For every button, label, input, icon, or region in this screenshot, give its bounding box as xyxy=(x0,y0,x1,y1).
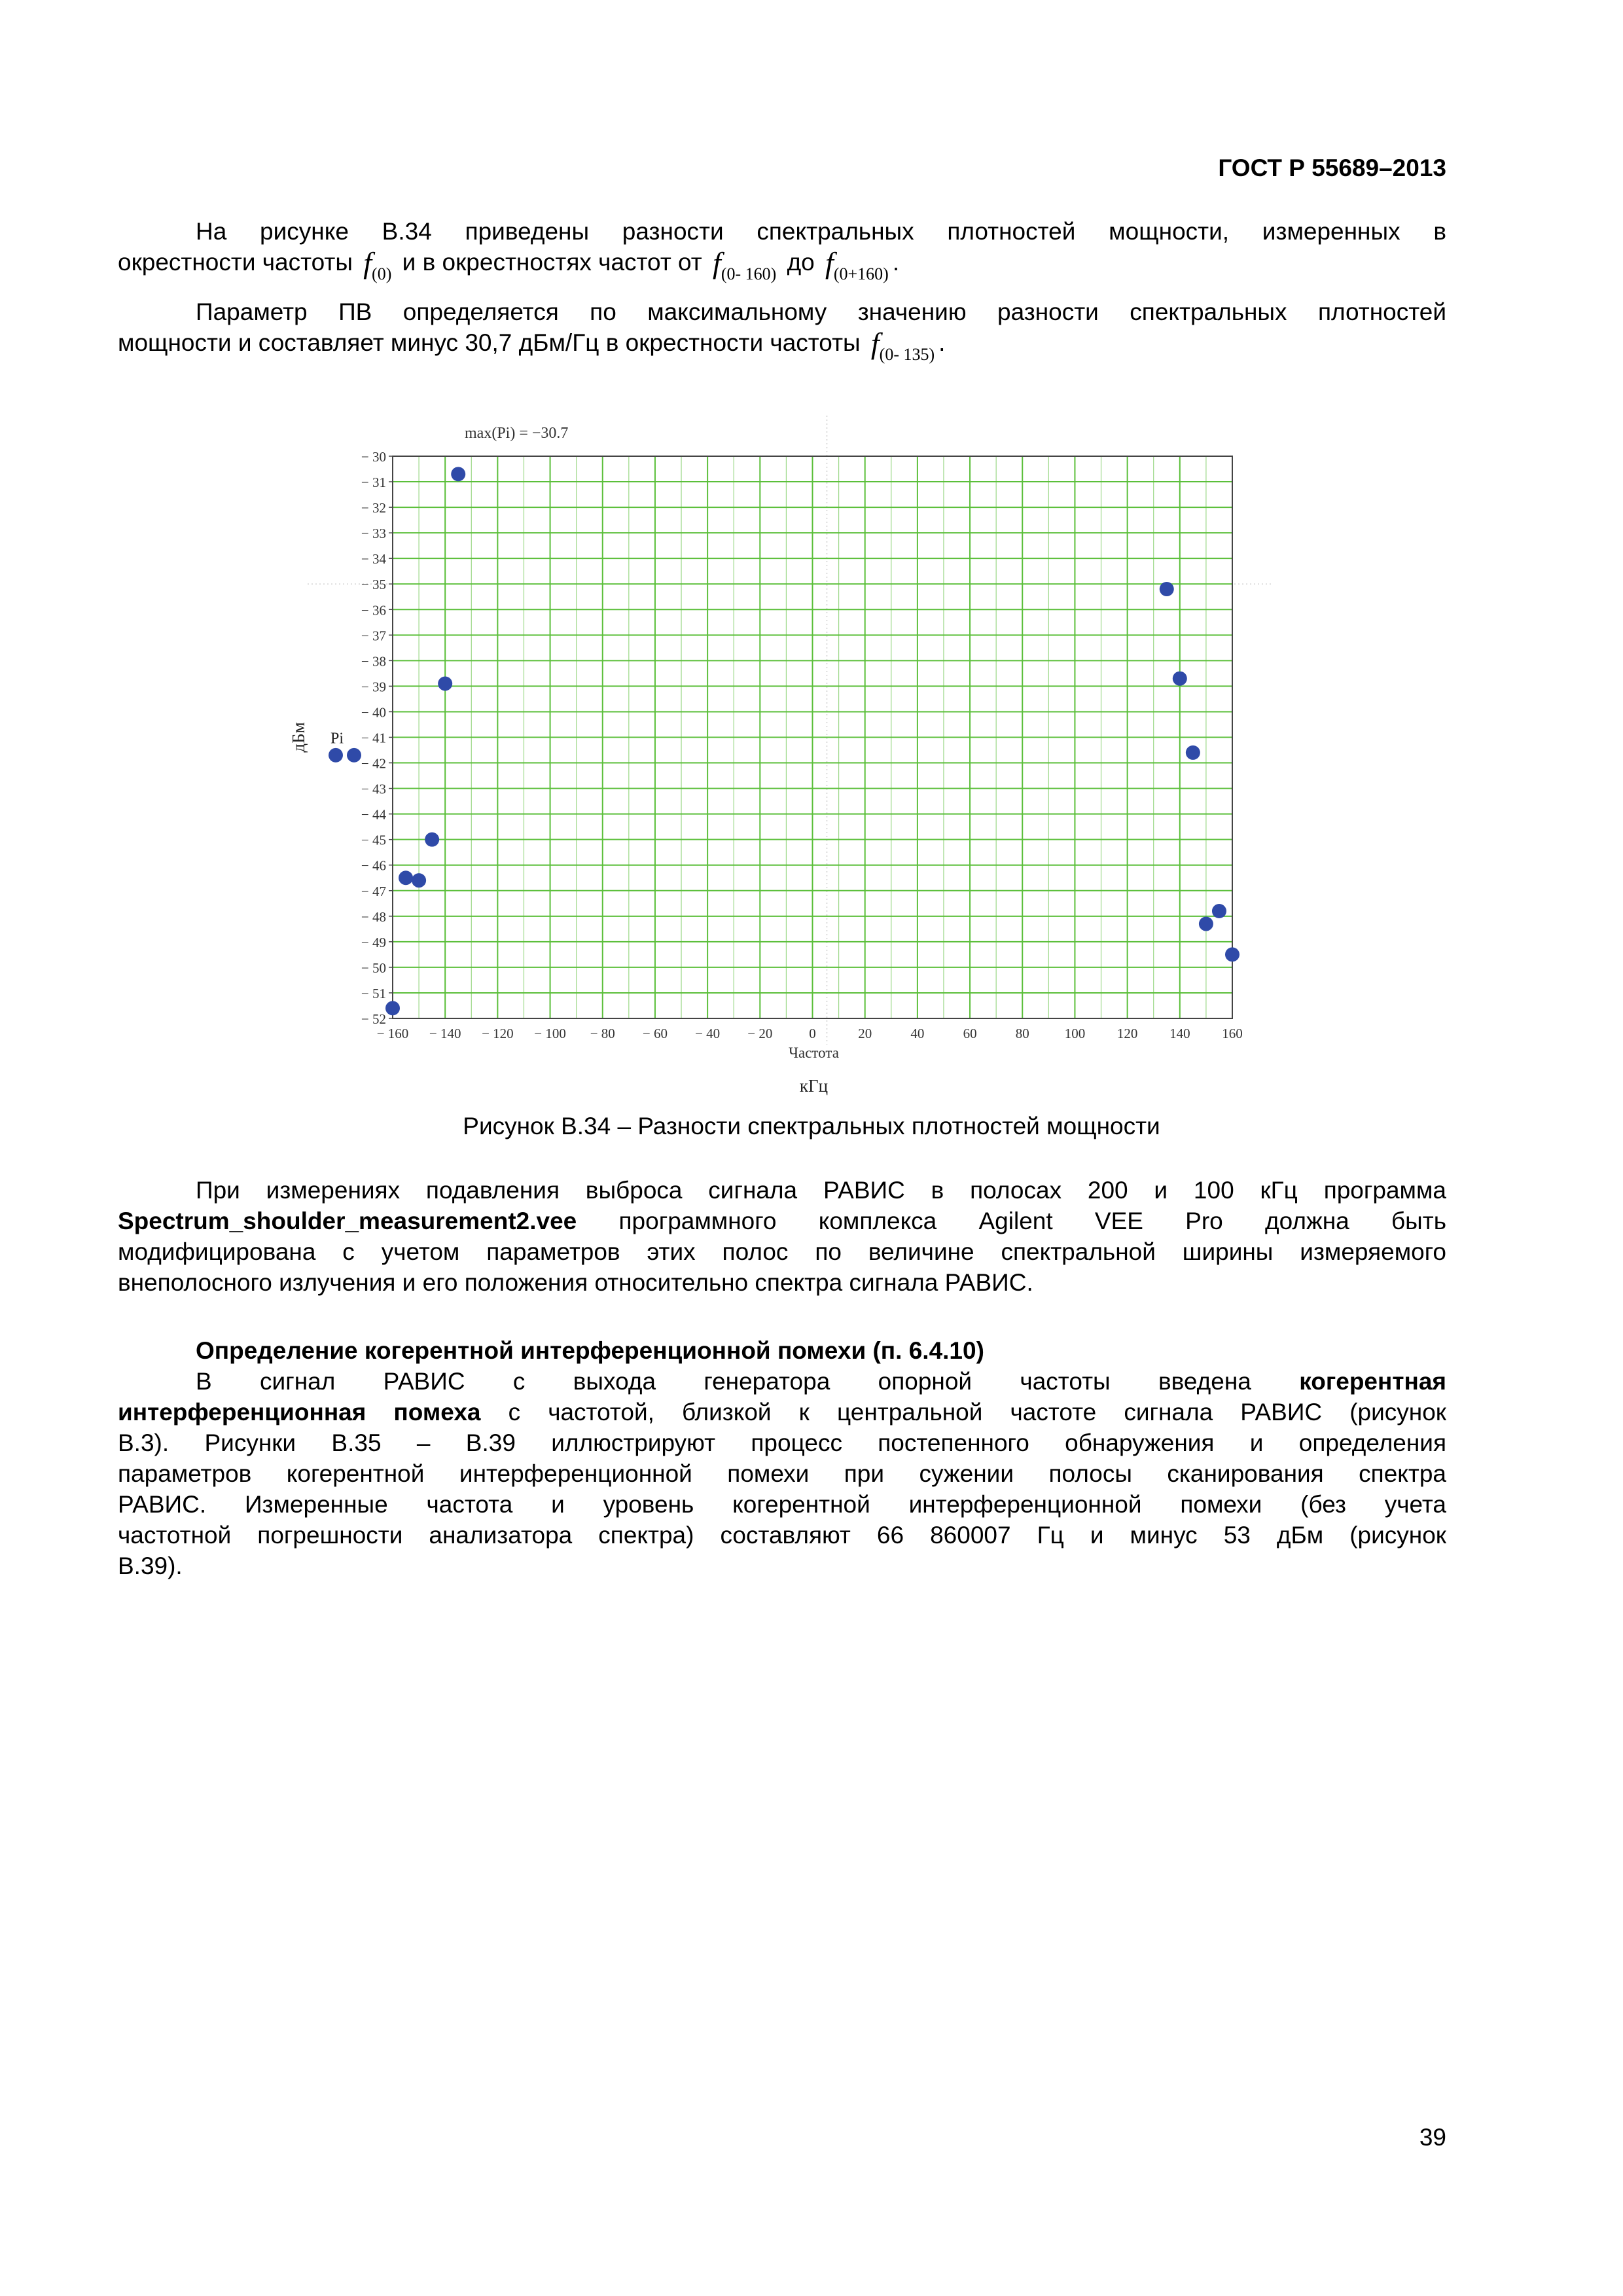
x-axis-label: Частота xyxy=(789,1045,839,1061)
text-span: до xyxy=(787,249,815,276)
x-tick-label: − 100 xyxy=(534,1026,566,1041)
legend-marker xyxy=(347,748,361,762)
x-tick-label: 140 xyxy=(1169,1026,1190,1041)
formula-f-minus-160 xyxy=(713,247,776,289)
text-span: программного комплекса Agilent VEE Pro должна быть xyxy=(577,1208,1446,1234)
data-point xyxy=(1186,745,1200,760)
x-tick-label: 60 xyxy=(963,1026,977,1041)
text-span: с частотой, близкой к центральной частоте сигнала РАВИС (рисунок xyxy=(480,1399,1446,1426)
text-span: В сигнал РАВИС с выхода генератора опорной частоты введена xyxy=(196,1368,1300,1395)
paragraph-2-line-2 xyxy=(118,327,1446,370)
page-number: 39 xyxy=(1419,2124,1446,2151)
chart-annotation: max(Pi) = −30.7 xyxy=(465,425,569,442)
formula-f-minus-135 xyxy=(871,328,935,370)
y-tick-label: − 52 xyxy=(361,1011,386,1027)
bold-term: когерентная xyxy=(1299,1368,1446,1395)
paragraph-4-line-1 xyxy=(118,1366,1446,1397)
y-tick-label: − 42 xyxy=(361,755,386,772)
paragraph-4-line-5: РАВИС. Измеренные частота и уровень когерентной интерференционной помехи (без учета xyxy=(118,1491,1446,1518)
text-span: мощности и составляет минус 30,7 дБм/Гц в окрестности частоты xyxy=(118,329,861,356)
y-tick-label: − 39 xyxy=(361,679,386,695)
text-span: окрестности частоты xyxy=(118,249,353,276)
paragraph-2-line-1: Параметр ПВ определяется по максимальному значению разности спектральных плотностей xyxy=(196,298,1446,325)
formula-f0 xyxy=(363,247,391,289)
x-tick-label: − 40 xyxy=(695,1026,721,1041)
y-tick-label: − 51 xyxy=(361,985,386,1001)
legend-marker xyxy=(329,748,343,762)
formula-subscript: (0) xyxy=(372,264,392,283)
document-id: ГОСТ Р 55689–2013 xyxy=(1218,154,1446,181)
paragraph-3-line-1: При измерениях подавления выброса сигнала РАВИС в полосах 200 и 100 кГц программа xyxy=(196,1177,1446,1204)
y-tick-label: − 50 xyxy=(361,960,386,976)
paragraph-1-line-1: На рисунке В.34 приведены разности спектральных плотностей мощности, измеренных в xyxy=(196,218,1446,245)
y-tick-label: − 44 xyxy=(361,806,386,823)
y-tick-label: − 48 xyxy=(361,908,386,925)
data-point xyxy=(1212,904,1226,918)
x-tick-label: − 160 xyxy=(376,1026,409,1041)
paragraph-4-line-7: В.39). xyxy=(118,1552,183,1579)
formula-base: f xyxy=(825,246,834,279)
formula-base: f xyxy=(363,246,372,279)
paragraph-4-line-6: частотной погрешности анализатора спектра) составляют 66 860007 Гц и минус 53 дБм (рисунок xyxy=(118,1522,1446,1549)
section-coherent-interference xyxy=(118,1335,1446,1581)
y-tick-label: − 43 xyxy=(361,781,386,797)
y-tick-label: − 36 xyxy=(361,602,386,619)
y-tick-label: − 49 xyxy=(361,934,386,950)
x-tick-label: 40 xyxy=(910,1026,925,1041)
x-tick-label: 80 xyxy=(1015,1026,1029,1041)
text-span: . xyxy=(938,329,946,356)
x-tick-label: − 20 xyxy=(747,1026,773,1041)
data-point xyxy=(1160,582,1174,596)
formula-base: f xyxy=(870,327,880,360)
y-tick-label: − 40 xyxy=(361,704,386,721)
series-label: Pi xyxy=(330,730,344,747)
figure-b34 xyxy=(275,409,1283,1103)
section-heading: Определение когерентной интерференционной помехи (п. 6.4.10) xyxy=(196,1337,984,1364)
data-point xyxy=(399,870,413,885)
x-axis-unit: кГц xyxy=(799,1076,829,1096)
y-tick-label: − 32 xyxy=(361,500,386,516)
program-name: Spectrum_shoulder_measurement2.vee xyxy=(118,1208,577,1234)
paragraph-1 xyxy=(118,216,1446,289)
data-point xyxy=(1225,947,1240,961)
data-point xyxy=(438,677,452,691)
paragraph-3-line-3: модифицирована с учетом параметров этих полос по величине спектральной ширины измеряемого xyxy=(118,1238,1446,1265)
formula-subscript: (0- 135) xyxy=(879,345,935,364)
x-tick-label: 0 xyxy=(809,1026,816,1041)
text-span: и в окрестностях частот от xyxy=(402,249,702,276)
paragraph-3-line-4: внеполосного излучения и его положения относительно спектра сигнала РАВИС. xyxy=(118,1269,1033,1296)
y-tick-label: − 37 xyxy=(361,628,386,644)
y-tick-label: − 33 xyxy=(361,526,386,542)
paragraph-4-line-3: В.3). Рисунки В.35 – В.39 иллюстрируют процесс постепенного обнаружения и определения xyxy=(118,1429,1446,1456)
data-point xyxy=(412,873,426,888)
paragraph-4-line-2 xyxy=(118,1397,1446,1427)
data-point xyxy=(1173,672,1187,686)
y-tick-label: − 38 xyxy=(361,653,386,670)
y-tick-label: − 41 xyxy=(361,730,386,746)
y-axis-label: дБм xyxy=(289,722,308,753)
y-tick-label: − 30 xyxy=(361,449,386,465)
scatter-chart xyxy=(275,409,1283,1103)
formula-subscript: (0+160) xyxy=(833,264,889,283)
formula-base: f xyxy=(713,246,721,279)
figure-caption: Рисунок В.34 – Разности спектральных плотностей мощности xyxy=(463,1113,1160,1139)
data-point xyxy=(451,467,465,481)
y-tick-label: − 46 xyxy=(361,857,386,874)
y-tick-label: − 34 xyxy=(361,551,386,567)
text-span: . xyxy=(892,249,900,276)
bold-term: интерференционная помеха xyxy=(118,1399,481,1426)
y-tick-label: − 31 xyxy=(361,475,386,491)
x-tick-label: 120 xyxy=(1116,1026,1138,1041)
x-tick-label: − 140 xyxy=(429,1026,461,1041)
paragraph-3 xyxy=(118,1175,1446,1298)
x-tick-label: 20 xyxy=(858,1026,872,1041)
paragraph-2 xyxy=(118,296,1446,370)
paragraph-1-line-2 xyxy=(118,247,1446,289)
formula-subscript: (0- 160) xyxy=(721,264,777,283)
y-tick-label: − 35 xyxy=(361,577,386,593)
x-tick-label: 100 xyxy=(1064,1026,1086,1041)
formula-f-plus-160 xyxy=(825,247,889,289)
paragraph-4-line-4: параметров когерентной интерференционной помехи при сужении полосы сканирования спектра xyxy=(118,1460,1446,1487)
data-point xyxy=(425,833,439,847)
x-tick-label: 160 xyxy=(1222,1026,1243,1041)
paragraph-3-line-2 xyxy=(118,1206,1446,1236)
y-tick-label: − 47 xyxy=(361,883,386,899)
x-tick-label: − 60 xyxy=(642,1026,668,1041)
y-tick-label: − 45 xyxy=(361,832,386,848)
data-point xyxy=(1199,917,1213,931)
data-point xyxy=(385,1001,400,1015)
x-tick-label: − 80 xyxy=(590,1026,615,1041)
x-tick-label: − 120 xyxy=(482,1026,514,1041)
